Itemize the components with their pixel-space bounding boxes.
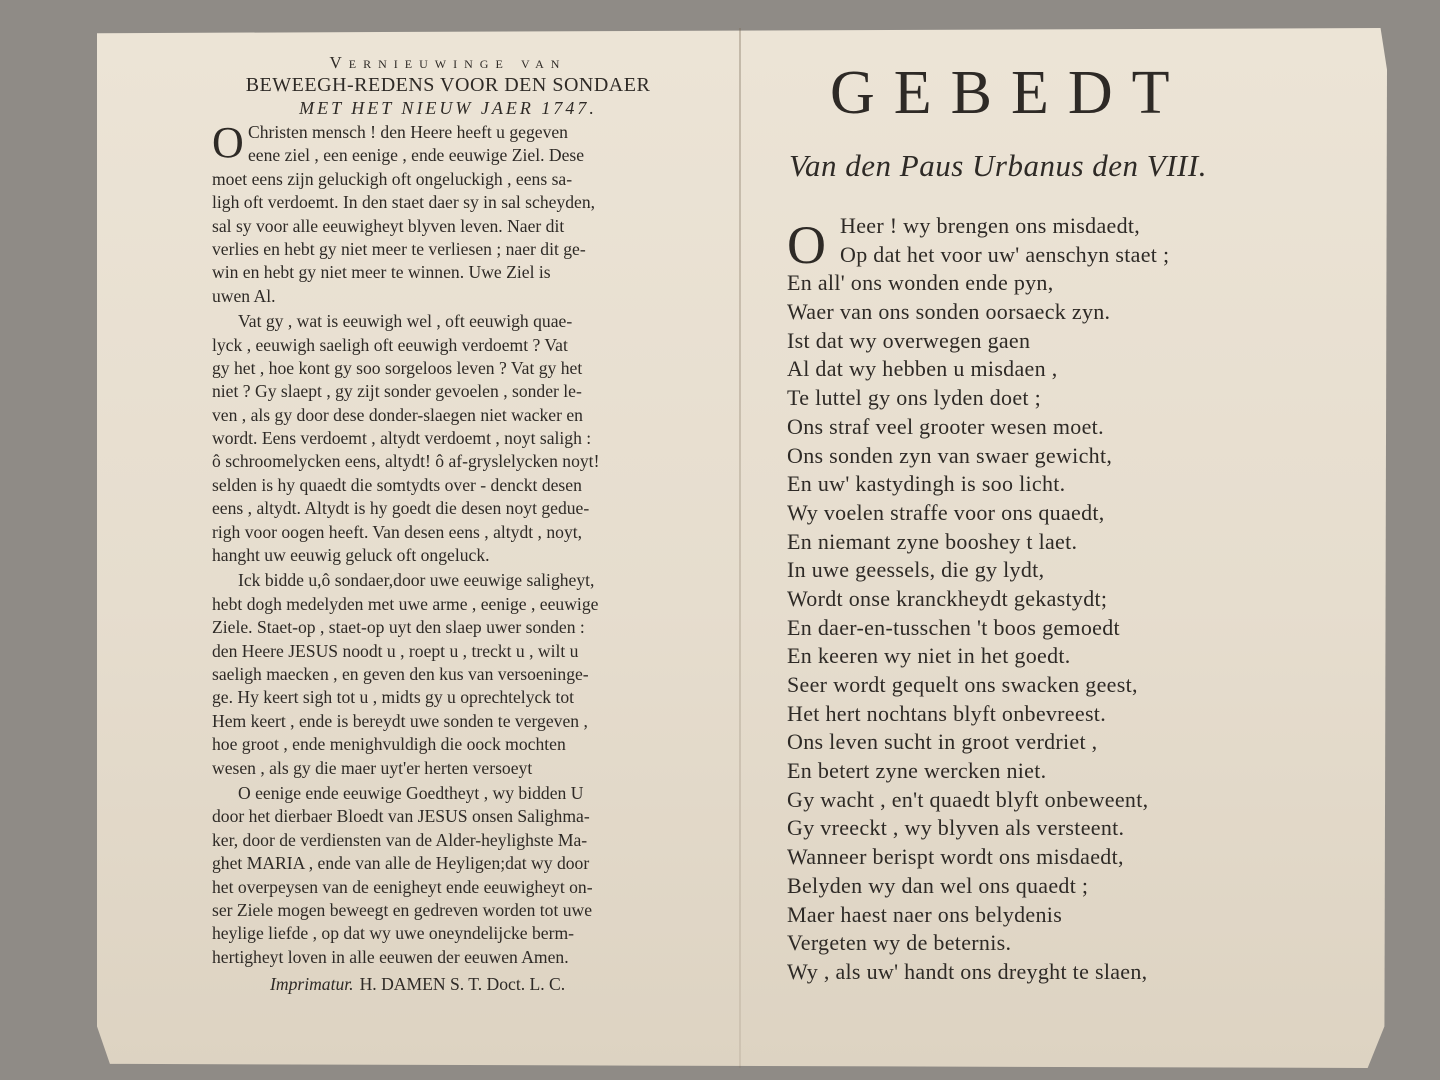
poem-line: Wordt onse kranckheydt gekastydt;	[787, 585, 1108, 611]
text-line: moet eens zijn geluckigh oft ongeluckigh , eens sa-	[212, 168, 573, 189]
text-line: lyck , eeuwigh saeligh oft eeuwigh verdoemt ? Vat	[212, 334, 568, 355]
poem-line: Heer ! wy brengen ons misdaedt,	[840, 213, 1141, 238]
text-line: den Heere JESUS noodt u , roept u , treckt u , wilt u	[212, 640, 579, 661]
poem-line: Ist dat wy overwegen gaen	[787, 327, 1031, 353]
poem-line: Wy , als uw' handt ons dreyght te slaen,	[787, 958, 1148, 984]
poem-line: Wy voelen straffe voor ons quaedt,	[787, 499, 1105, 525]
text-line: sal sy voor alle eeuwigheyt blyven leven. Naer dit	[212, 215, 565, 236]
page-subtitle: Van den Paus Urbanus den VIII.	[789, 148, 1207, 183]
imprimatur-text: H. DAMEN S. T. Doct. L. C.	[359, 974, 566, 995]
poem-line: Waer van ons sonden oorsaeck zyn.	[787, 299, 1111, 325]
text-line: eens , altydt. Altydt is hy goedt die desen noyt gedue-	[212, 498, 590, 519]
heading-line-1: Vernieuwinge van	[329, 53, 567, 72]
text-line: het overpeysen van de eenigheyt ende eeuwigheyt on-	[212, 876, 593, 897]
paragraph-3	[212, 569, 684, 780]
imprimatur-label: Imprimatur.	[270, 974, 354, 995]
heading-line-2: BEWEEGH-REDENS VOOR DEN SONDAER	[245, 74, 651, 96]
text-line: uwen Al.	[212, 285, 276, 306]
text-line: win en hebt gy niet meer te winnen. Uwe Ziel is	[212, 262, 551, 283]
text-line: Ick bidde u,ô sondaer,door uwe eeuwige saligheyt,	[238, 570, 595, 591]
left-heading	[212, 52, 684, 120]
text-line: O eenige ende eeuwige Goedtheyt , wy bidden U	[238, 782, 584, 803]
left-page	[212, 52, 684, 995]
poem-line: Ons sonden zyn van swaer gewicht,	[787, 442, 1113, 468]
poem-line: En betert zyne wercken niet.	[787, 758, 1047, 784]
text-line: Vat gy , wat is eeuwigh wel , oft eeuwigh quae-	[238, 311, 573, 332]
paragraph-2	[212, 310, 684, 567]
imprimatur	[212, 973, 684, 995]
center-fold	[739, 28, 741, 1068]
text-line: hertigheyt loven in alle eeuwen der eeuwen Amen.	[212, 946, 569, 967]
poem-drop-cap: O	[787, 215, 826, 275]
text-line: niet ? Gy slaept , gy zijt sonder gevoelen , sonder le-	[212, 381, 582, 402]
text-line: selden is hy quaedt die somtydts over - denckt desen	[212, 474, 582, 495]
text-line: ge. Hy keert sigh tot u , midts gy u oprechtelyck tot	[212, 687, 575, 708]
text-line: righ voor oogen heeft. Van desen eens , altydt , noyt,	[212, 521, 583, 542]
poem-line: Ons leven sucht in groot verdriet ,	[787, 729, 1098, 755]
text-line: ghet MARIA , ende van alle de Heyligen;dat wy door	[212, 853, 590, 874]
paragraph-4	[212, 782, 684, 969]
poem-line: Het hert nochtans blyft onbevreest.	[787, 700, 1107, 726]
text-line: eene ziel , een eenige , ende eeuwige Ziel. Dese	[248, 145, 585, 166]
text-line: door het dierbaer Bloedt van JESUS onsen Salighma-	[212, 806, 590, 827]
text-line: hanght uw eeuwig geluck oft ongeluck.	[212, 545, 490, 566]
text-line: ligh oft verdoemt. In den staet daer sy in sal scheyden,	[212, 192, 596, 213]
text-line: wordt. Eens verdoemt , altydt verdoemt , noyt saligh :	[212, 428, 592, 449]
poem-line: En niemant zyne booshey t laet.	[787, 528, 1078, 554]
poem-line: Wanneer berispt wordt ons misdaedt,	[787, 844, 1124, 870]
text-line: heylige liefde , op dat wy uwe oneyndelijcke berm-	[212, 923, 575, 944]
poem-line: Op dat het voor uw' aenschyn staet ;	[840, 241, 1170, 267]
poem-line: Al dat wy hebben u misdaen ,	[787, 356, 1058, 382]
text-line: ven , als gy door dese donder-slaegen niet wacker en	[212, 404, 583, 425]
text-line: ser Ziele mogen beweegt en gedreven worden tot uwe	[212, 899, 593, 920]
paragraph-1	[212, 118, 684, 308]
poem-line: Belyden wy dan wel ons quaedt ;	[787, 872, 1089, 898]
drop-cap: O	[212, 118, 244, 167]
page-title: GEBEDT	[830, 59, 1189, 127]
heading-line-3: MET HET NIEUW JAER 1747.	[299, 98, 597, 118]
text-line: ô schroomelycken eens, altydt! ô af-gryslelycken noyt!	[212, 451, 600, 472]
text-line: gy het , hoe kont gy soo sorgeloos leven ? Vat gy het	[212, 357, 583, 378]
text-line: Christen mensch ! den Heere heeft u gegeven	[248, 122, 568, 142]
text-line: Ziele. Staet-op , staet-op uyt den slaep uwer sonden :	[212, 617, 585, 638]
poem-line: En keeren wy niet in het goedt.	[787, 643, 1071, 669]
poem-line: En daer-en-tusschen 't boos gemoedt	[787, 614, 1120, 640]
text-line: hoe groot , ende menighvuldigh die oock mochten	[212, 734, 566, 755]
poem-line: Ons straf veel grooter wesen moet.	[787, 413, 1104, 439]
text-line: saeligh maecken , en geven den kus van versoeninge-	[212, 663, 589, 684]
poem-line: En uw' kastydingh is soo licht.	[787, 471, 1066, 497]
poem-line: Seer wordt gequelt ons swacken geest,	[787, 672, 1138, 697]
poem-line: Maer haest naer ons belydenis	[787, 901, 1063, 927]
text-line: ker, door de verdiensten van de Alder-heylighste Ma-	[212, 829, 588, 850]
text-line: verlies en hebt gy niet meer te verliesen ; naer dit ge-	[212, 238, 586, 259]
poem-line: Gy wacht , en't quaedt blyft onbeweent,	[787, 786, 1149, 812]
poem-line: En all' ons wonden ende pyn,	[787, 270, 1054, 296]
poem-line: Gy vreeckt , wy blyven als versteent.	[787, 815, 1125, 841]
poem-line: In uwe geessels, die gy lydt,	[787, 557, 1045, 583]
poem-line: Vergeten wy de beternis.	[787, 930, 1012, 956]
poem	[787, 212, 1247, 987]
text-line: hebt dogh medelyden met uwe arme , eenige , eeuwige	[212, 593, 599, 614]
poem-line: Te luttel gy ons lyden doet ;	[787, 385, 1042, 411]
text-line: Hem keert , ende is bereydt uwe sonden te vergeven ,	[212, 710, 588, 731]
text-line: wesen , als gy die maer uyt'er herten versoeyt	[212, 757, 533, 778]
